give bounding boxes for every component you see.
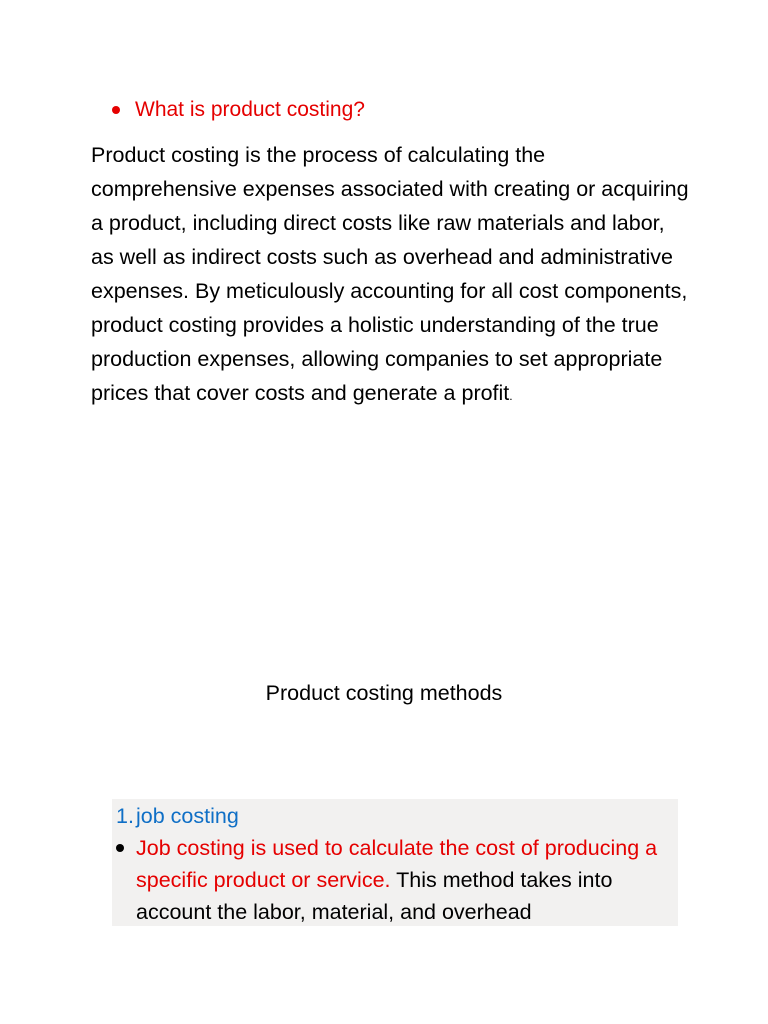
job-costing-description bbox=[136, 832, 676, 928]
numbered-item-job-costing bbox=[116, 801, 239, 831]
question-text: What is product costing? bbox=[135, 98, 365, 121]
job-costing-bullet bbox=[116, 832, 676, 928]
bullet-dot-icon bbox=[116, 844, 124, 852]
item-title: job costing bbox=[136, 804, 239, 828]
intro-trailing-dot: . bbox=[509, 389, 513, 403]
job-costing-red-text: Job costing is used to calculate the cost of producing a specific product or service. bbox=[136, 836, 658, 892]
methods-box bbox=[112, 799, 678, 926]
item-number: 1. bbox=[116, 804, 134, 828]
question-bullet bbox=[112, 96, 365, 124]
job-costing-black-text: This method takes into account the labor, material, and overhead bbox=[136, 868, 613, 924]
intro-paragraph bbox=[91, 138, 691, 413]
methods-heading: Product costing methods bbox=[265, 681, 503, 705]
intro-text: Product costing is the process of calculating the comprehensive expenses associated with creating or acquiring a product, including direct costs like raw materials and labor, as well as indirect costs such as overhead and administrative expenses. By meticulously accounting for all cost components, product costing provides a holistic understanding of the true production expenses, allowing companies to set appropriate prices that cover costs and generate a profit bbox=[91, 143, 689, 405]
bullet-dot-icon bbox=[112, 106, 120, 114]
